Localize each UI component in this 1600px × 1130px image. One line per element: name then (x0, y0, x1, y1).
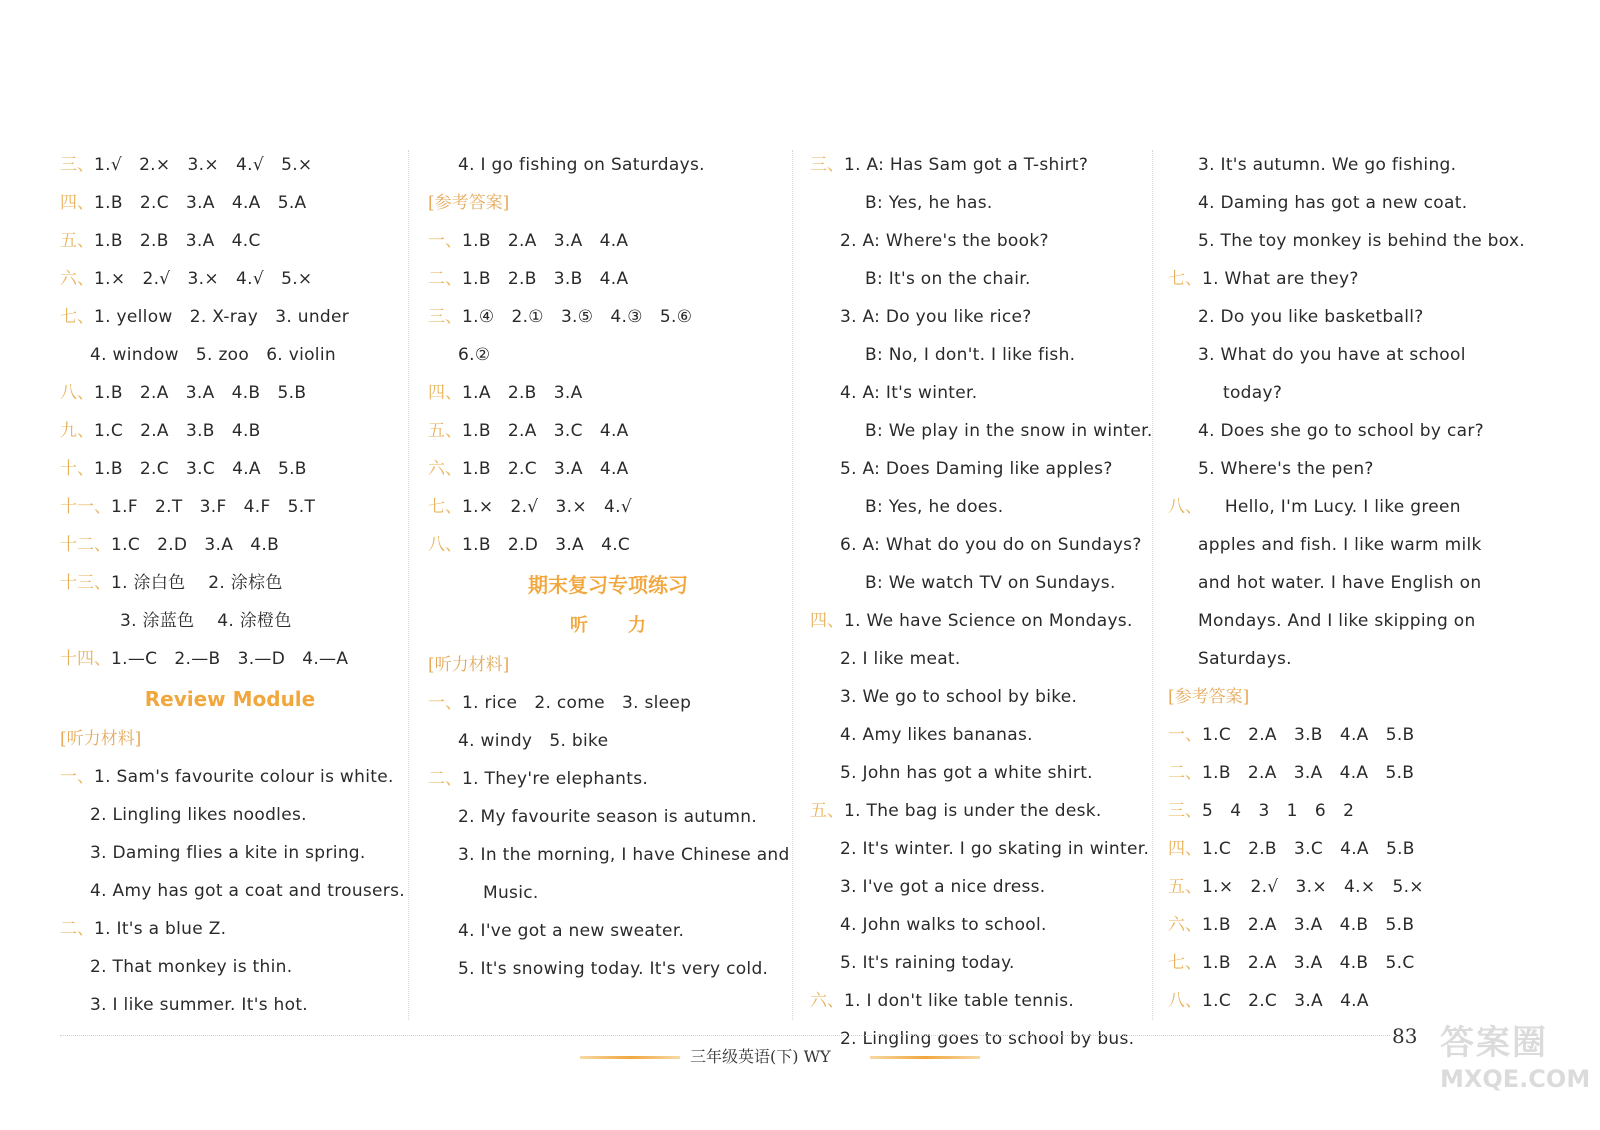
answer-line (1168, 716, 1548, 754)
answer-line (1168, 830, 1548, 868)
question-number: 七、 (428, 497, 462, 517)
watermark-logo (1440, 1015, 1591, 1105)
answer-text: 1. I don't like table tennis. (844, 991, 1075, 1011)
answer-line (1168, 906, 1548, 944)
answer-text: 1.B 2.A 3.A 4.B 5.B (1202, 915, 1415, 935)
answer-line (810, 640, 1150, 678)
answer-line (60, 872, 405, 910)
answer-text: 1. The bag is under the desk. (844, 801, 1102, 821)
answer-text: 1.B 2.B 3.B 4.A (462, 269, 629, 289)
answer-text: 1.B 2.B 3.A 4.C (94, 231, 261, 251)
answer-line (428, 798, 788, 836)
answer-text: 1.B 2.C 3.C 4.A 5.B (94, 459, 307, 479)
question-number: 七、 (1168, 953, 1202, 973)
answer-text: Hello, I'm Lucy. I like green (1202, 497, 1461, 517)
answer-line (810, 488, 1150, 526)
answer-line (1168, 640, 1548, 678)
question-number: 一、 (428, 693, 462, 713)
answer-text: B: Yes, he has. (865, 193, 993, 213)
answer-line (810, 184, 1150, 222)
question-number: 八、 (428, 535, 462, 555)
question-number: 三、 (428, 307, 462, 327)
answer-text: 2. Lingling likes noodles. (90, 805, 307, 825)
answer-line (428, 684, 788, 722)
answer-text: 1.B 2.C 3.A 4.A (462, 459, 629, 479)
answer-text: 1. What are they? (1202, 269, 1359, 289)
answer-text: 3. 涂蓝色 4. 涂橙色 (120, 611, 292, 631)
answer-text: 1. 涂白色 2. 涂棕色 (111, 573, 283, 593)
answer-line (810, 260, 1150, 298)
answer-line (1168, 260, 1548, 298)
answer-line (810, 678, 1150, 716)
answer-text: 4. windy 5. bike (458, 731, 609, 751)
answer-text: B: We play in the snow in winter. (865, 421, 1153, 441)
answer-line (60, 374, 400, 412)
question-number: 十三、 (60, 573, 111, 593)
answer-block (1168, 716, 1548, 1020)
question-number: 八、 (1168, 497, 1202, 517)
answer-text: 1.B 2.A 3.A 4.B 5.C (1202, 953, 1415, 973)
column-4 (1168, 146, 1548, 1020)
answer-text: 5 4 3 1 6 2 (1202, 801, 1355, 821)
question-number: 七、 (1168, 269, 1202, 289)
footer-label: 三年级英语(下) WY (690, 1047, 831, 1066)
answer-text: 5. A: Does Daming like apples? (840, 459, 1113, 479)
answer-line (1168, 488, 1548, 526)
answer-text: B: We watch TV on Sundays. (865, 573, 1116, 593)
answer-line (810, 450, 1150, 488)
question-number: 五、 (60, 231, 94, 251)
question-number: 一、 (60, 767, 94, 787)
answer-text: 6. A: What do you do on Sundays? (840, 535, 1142, 555)
answer-line (60, 758, 400, 796)
answer-text: 4. Amy likes bananas. (840, 725, 1033, 745)
question-number: 三、 (810, 155, 844, 175)
question-number: 六、 (60, 269, 94, 289)
answer-text: 1. We have Science on Mondays. (844, 611, 1133, 631)
answer-text: 1.④ 2.① 3.⑤ 4.③ 5.⑥ (462, 307, 693, 327)
answer-line (810, 298, 1150, 336)
answer-block (428, 222, 788, 564)
answer-text: 1.C 2.C 3.A 4.A (1202, 991, 1369, 1011)
answer-line (810, 716, 1150, 754)
answer-line (60, 336, 400, 374)
answer-line (1168, 184, 1548, 222)
answer-line (428, 336, 788, 374)
listening-material-heading: [听力材料] (60, 729, 142, 749)
answer-line (428, 526, 788, 564)
question-number: 三、 (1168, 801, 1202, 821)
answer-line (60, 412, 400, 450)
question-number: 四、 (1168, 839, 1202, 859)
answer-line (60, 948, 400, 986)
question-number: 二、 (428, 269, 462, 289)
question-number: 五、 (810, 801, 844, 821)
answer-text: 1.B 2.D 3.A 4.C (462, 535, 631, 555)
question-number: 二、 (428, 769, 462, 789)
answer-line (1168, 526, 1548, 564)
answer-line (1168, 374, 1548, 412)
answer-line (810, 792, 1150, 830)
answer-text: 1. It's a blue Z. (94, 919, 227, 939)
answer-text: 1.—C 2.—B 3.—D 4.—A (111, 649, 349, 669)
answer-text: 3. It's autumn. We go fishing. (1198, 155, 1457, 175)
answer-line (60, 834, 400, 872)
answer-text: 3. We go to school by bike. (840, 687, 1078, 707)
answer-text: 5. It's raining today. (840, 953, 1015, 973)
answer-line (810, 982, 1150, 1020)
answer-text: 5. John has got a white shirt. (840, 763, 1093, 783)
answer-text: 3. I've got a nice dress. (840, 877, 1046, 897)
answer-line (60, 146, 400, 184)
question-number: 四、 (428, 383, 462, 403)
answer-text: 4. John walks to school. (840, 915, 1047, 935)
answer-line (1168, 298, 1548, 336)
answer-line (60, 640, 400, 678)
answer-text: 1. yellow 2. X-ray 3. under (94, 307, 350, 327)
question-number: 一、 (1168, 725, 1202, 745)
answer-line (60, 450, 400, 488)
footer (0, 1042, 1600, 1072)
question-number: 四、 (60, 193, 94, 213)
question-number: 十二、 (60, 535, 111, 555)
answer-text: 1. Sam's favourite colour is white. (94, 767, 394, 787)
answer-line (810, 336, 1150, 374)
answer-line (810, 526, 1150, 564)
answer-line (428, 950, 788, 988)
answer-line (1168, 944, 1548, 982)
answer-text: 5. It's snowing today. It's very cold. (458, 959, 769, 979)
question-number: 二、 (1168, 763, 1202, 783)
answer-line (428, 374, 788, 412)
column-separator (408, 150, 409, 1020)
question-number: 六、 (1168, 915, 1202, 935)
answer-text: apples and fish. I like warm milk (1198, 535, 1482, 555)
question-number: 五、 (428, 421, 462, 441)
answer-line (60, 298, 400, 336)
answer-line (1168, 222, 1548, 260)
answer-line (60, 910, 400, 948)
answer-line (1168, 564, 1548, 602)
answer-line (810, 944, 1150, 982)
answer-text: 3. A: Do you like rice? (840, 307, 1032, 327)
column-1 (60, 146, 405, 1024)
reference-answer-heading: [参考答案] (428, 193, 510, 213)
answer-text: 2. Do you like basketball? (1198, 307, 1424, 327)
answer-line (428, 912, 788, 950)
answer-line (428, 722, 788, 760)
answer-line (60, 222, 400, 260)
review-module-title: Review Module (144, 687, 316, 711)
answer-text: 3. In the morning, I have Chinese and (458, 845, 790, 865)
answer-text: 2. Lingling goes to school by bus. (840, 1029, 1135, 1049)
answer-text: 1.B 2.A 3.C 4.A (462, 421, 629, 441)
answer-line (428, 260, 788, 298)
question-number: 六、 (810, 991, 844, 1011)
question-number: 二、 (60, 919, 94, 939)
question-number: 八、 (60, 383, 94, 403)
answer-line (60, 260, 400, 298)
answer-text: 2. My favourite season is autumn. (458, 807, 758, 827)
answer-line (428, 488, 788, 526)
answer-line (1168, 412, 1548, 450)
watermark-text: 答案圈 (1440, 1023, 1548, 1063)
answer-text: Music. (483, 883, 539, 903)
question-number: 三、 (60, 155, 94, 175)
answer-line (1168, 868, 1548, 906)
answer-line (810, 602, 1150, 640)
answer-line (60, 564, 400, 602)
answer-text: B: It's on the chair. (865, 269, 1031, 289)
answer-text: 5. Where's the pen? (1198, 459, 1374, 479)
column-separator (792, 150, 793, 1020)
question-number: 七、 (60, 307, 94, 327)
answer-line (1168, 602, 1548, 640)
answer-text: 1.× 2.√ 3.× 4.× 5.× (1202, 877, 1424, 897)
answer-line (810, 754, 1150, 792)
answer-text: 4. window 5. zoo 6. violin (90, 345, 336, 365)
answer-line (810, 374, 1150, 412)
listening-material-heading: [听力材料] (428, 655, 510, 675)
answer-text: 1.× 2.√ 3.× 4.√ 5.× (94, 269, 313, 289)
answer-line (810, 906, 1150, 944)
question-number: 五、 (1168, 877, 1202, 897)
answer-text: 2. It's winter. I go skating in winter. (840, 839, 1150, 859)
question-number: 十一、 (60, 497, 111, 517)
answer-text: 1.B 2.A 3.A 4.A 5.B (1202, 763, 1415, 783)
answer-text: and hot water. I have English on (1198, 573, 1482, 593)
answer-text: 1.C 2.B 3.C 4.A 5.B (1202, 839, 1415, 859)
question-number: 四、 (810, 611, 844, 631)
answer-text: 2. That monkey is thin. (90, 957, 293, 977)
answer-text: 1.B 2.A 3.A 4.B 5.B (94, 383, 307, 403)
answer-text: 1.× 2.√ 3.× 4.√ (462, 497, 632, 517)
answer-text: 2. I like meat. (840, 649, 961, 669)
answer-text: 2. A: Where's the book? (840, 231, 1049, 251)
answer-line (428, 298, 788, 336)
answer-line (60, 602, 400, 640)
listening-block (428, 146, 788, 184)
answer-text: 1.C 2.A 3.B 4.B (94, 421, 261, 441)
answer-line (428, 450, 788, 488)
answer-line (60, 986, 400, 1024)
answer-text: 1. rice 2. come 3. sleep (462, 693, 692, 713)
listening-subtitle: 听力 (570, 615, 686, 636)
answer-line (60, 526, 400, 564)
question-number: 十、 (60, 459, 94, 479)
question-number: 一、 (428, 231, 462, 251)
answer-line (810, 830, 1150, 868)
answer-line (428, 222, 788, 260)
answer-line (810, 222, 1150, 260)
answer-text: 3. I like summer. It's hot. (90, 995, 308, 1015)
question-number: 十四、 (60, 649, 111, 669)
listening-block (428, 684, 788, 988)
answer-text: B: No, I don't. I like fish. (865, 345, 1076, 365)
answer-line (1168, 792, 1548, 830)
answer-text: 4. I've got a new sweater. (458, 921, 685, 941)
answer-text: today? (1223, 383, 1283, 403)
final-review-title: 期末复习专项练习 (528, 573, 688, 597)
answer-line (428, 146, 788, 184)
answer-text: 1.F 2.T 3.F 4.F 5.T (111, 497, 316, 517)
answer-text: Mondays. And I like skipping on (1198, 611, 1476, 631)
answer-text: 1.A 2.B 3.A (462, 383, 583, 403)
question-number: 九、 (60, 421, 94, 441)
footer-divider (60, 1035, 1390, 1036)
answer-block (60, 146, 400, 678)
answer-text: 3. Daming flies a kite in spring. (90, 843, 366, 863)
answer-line (810, 564, 1150, 602)
answer-text: 1.C 2.D 3.A 4.B (111, 535, 280, 555)
answer-text: 5. The toy monkey is behind the box. (1198, 231, 1526, 251)
listening-block (1168, 146, 1548, 678)
answer-line (428, 760, 788, 798)
answer-text: 3. What do you have at school (1198, 345, 1466, 365)
answer-text: 4. Amy has got a coat and trousers. (90, 881, 405, 901)
answer-text: 1. A: Has Sam got a T-shirt? (844, 155, 1089, 175)
answer-text: Saturdays. (1198, 649, 1292, 669)
footer-bar-left (580, 1056, 680, 1059)
answer-line (428, 836, 788, 874)
question-number: 八、 (1168, 991, 1202, 1011)
answer-text: 1. They're elephants. (462, 769, 649, 789)
answer-line (60, 488, 400, 526)
watermark-url: MXQE.COM (1440, 1065, 1591, 1093)
answer-line (60, 796, 400, 834)
answer-line (428, 412, 788, 450)
answer-text: 4. Does she go to school by car? (1198, 421, 1484, 441)
answer-line (810, 146, 1150, 184)
listening-block (60, 758, 405, 1024)
answer-text: 6.② (458, 345, 491, 365)
column-3 (810, 146, 1153, 1058)
answer-text: 1.C 2.A 3.B 4.A 5.B (1202, 725, 1415, 745)
answer-line (1168, 450, 1548, 488)
answer-text: 1.B 2.A 3.A 4.A (462, 231, 629, 251)
answer-line (1168, 336, 1548, 374)
answer-line (810, 412, 1153, 450)
answer-line (428, 874, 788, 912)
answer-text: 4. Daming has got a new coat. (1198, 193, 1468, 213)
column-separator (1152, 150, 1153, 1020)
answer-line (1168, 146, 1548, 184)
answer-line (60, 184, 400, 222)
answer-text: 1.B 2.C 3.A 4.A 5.A (94, 193, 307, 213)
answer-line (810, 868, 1150, 906)
answer-line (1168, 754, 1548, 792)
reference-answer-heading: [参考答案] (1168, 687, 1250, 707)
listening-block (810, 146, 1153, 1058)
footer-bar-right (870, 1056, 980, 1059)
answer-text: B: Yes, he does. (865, 497, 1004, 517)
question-number: 六、 (428, 459, 462, 479)
answer-text: 4. A: It's winter. (840, 383, 978, 403)
answer-text: 4. I go fishing on Saturdays. (458, 155, 705, 175)
answer-text: 1.√ 2.× 3.× 4.√ 5.× (94, 155, 313, 175)
page-number: 83 (1392, 1024, 1418, 1048)
column-2 (428, 146, 788, 988)
